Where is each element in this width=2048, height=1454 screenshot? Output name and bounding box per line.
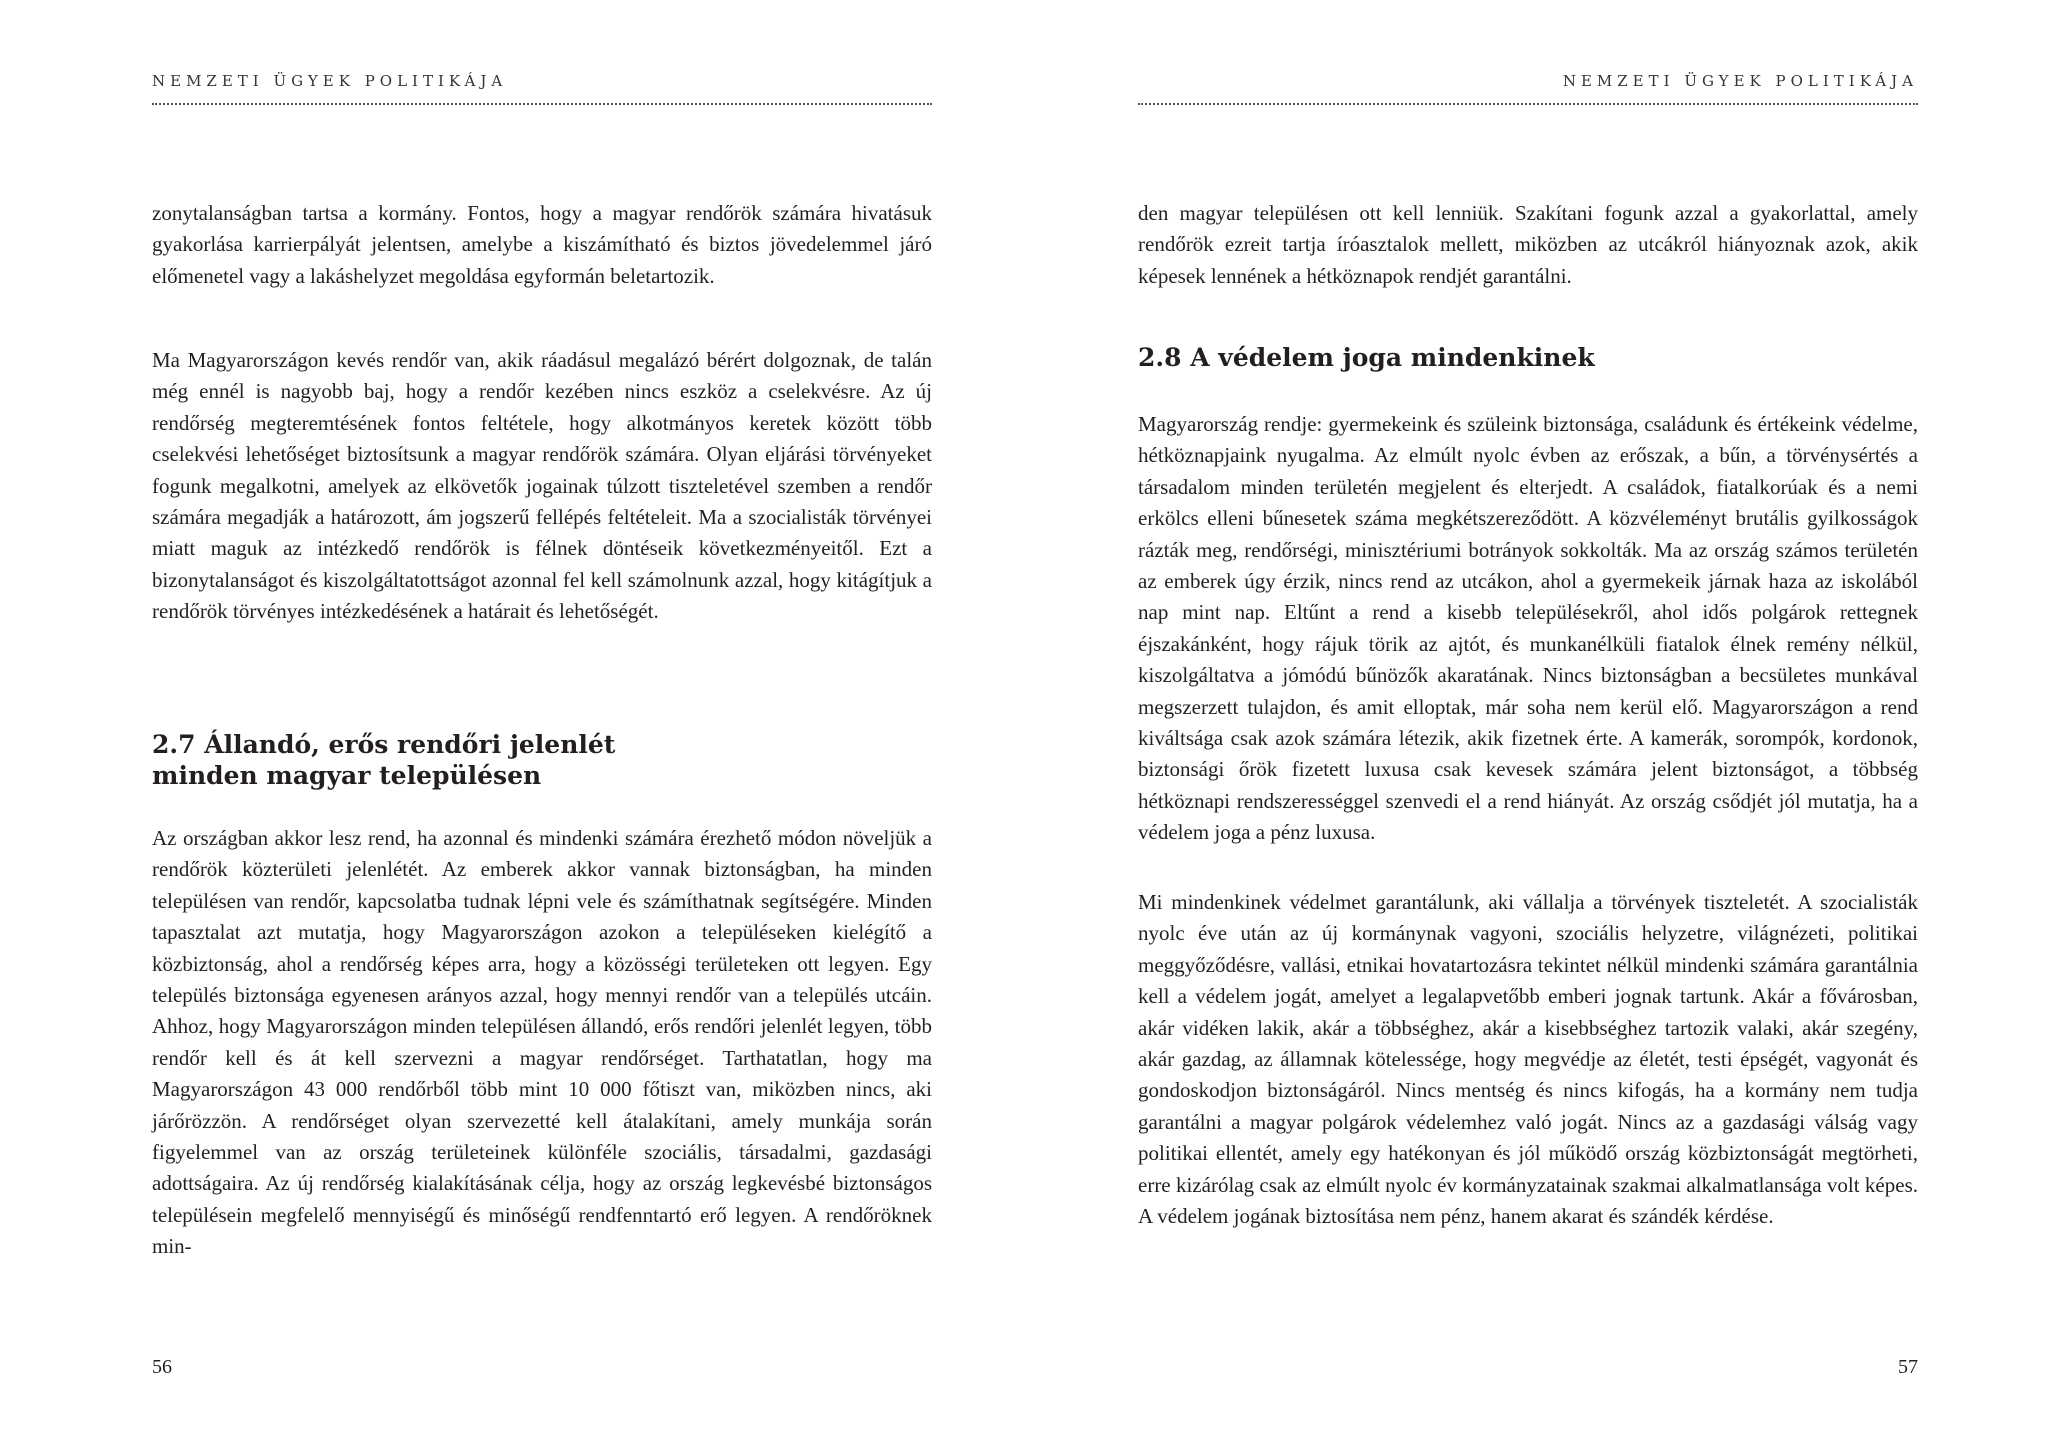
paragraph: [1138, 887, 1918, 1232]
running-head: NEMZETI ÜGYEK POLITIKÁJA: [152, 72, 508, 90]
paragraph: [1138, 198, 1918, 292]
page-number: 57: [1898, 1356, 1918, 1378]
section-heading-2-8: 2.8 A védelem joga mindenkinek: [1138, 343, 1595, 372]
page-number: 56: [152, 1356, 172, 1378]
paragraph-text: Mi mindenkinek védelmet garantálunk, aki vállalja a törvények tiszteletét. A szocialisták nyolc éve után az új kormánynak vagyoni, szociális helyzetre, világnézeti, politikai meggyőződésre, vallási, etnikai hovatartozásra tekintet nélkül mindenki számára garantálnia kell a védelem jogát, amelyet a legalapvetőbb emberi jognak tartunk. Akár a fővárosban, akár vidéken lakik, akár a többséghez, akár a kisebbséghez tartozik valaki, akár szegény, akár gazdag, az államnak kötelessége, hogy megvédje az életét, testi épségét, vagyonát és gondoskodjon biztonságáról. Nincs mentség és nincs kifogás, ha a kormány nem tudja garantálni a magyar polgárok védelemhez való jogát. Nincs az a gazdasági válság vagy politikai ellentét, amely egy hatékonyan és jól működő ország közbiztonságát megtörheti, erre kizárólag csak az elmúlt nyolc év kormányzatainak szakmai alkalmatlansága volt képes. A védelem jogának biztosítása nem pénz, hanem akarat és szándék kérdése.: [1138, 890, 1918, 1229]
paragraph: [152, 345, 932, 628]
heading-line-2: minden magyar településen: [152, 761, 542, 790]
right-page: [1138, 0, 1918, 1454]
paragraph-text: zonytalanságban tartsa a kormány. Fontos, hogy a magyar rendőrök számára hivatásuk gyakorlása karrierpályát jelentsen, amelybe a kiszámítható és biztos jövedelemmel járó előmenetel vagy a lakáshelyzet megoldása egyformán beletartozik.: [152, 201, 932, 288]
heading-line-1: 2.7 Állandó, erős rendőri jelenlét: [152, 730, 616, 759]
dotted-rule: [152, 103, 932, 105]
paragraph-text: den magyar településen ott kell lenniük. Szakítani fogunk azzal a gyakorlattal, amely rendőrök ezreit tartja íróasztalok mellett, miközben az utcákról hiányoznak azok, akik képesek lennének a hétköznapok rendjét garantálni.: [1138, 201, 1918, 288]
paragraph-text: Ma Magyarországon kevés rendőr van, akik ráadásul megalázó bérért dolgoznak, de talán még ennél is nagyobb baj, hogy a rendőr kezében nincs eszköz a cselekvésre. Az új rendőrség megteremtésének fontos feltétele, hogy alkotmányos keretek között több cselekvési lehetőséget biztosítsunk a magyar rendőrök számára. Olyan eljárási törvényeket fogunk megalkotni, amelyek az elkövetők jogainak túlzott tiszteletével szemben a rendőr számára megadják a határozott, ám jogszerű fellépés feltételeit. Ma a szocialisták törvényei miatt maguk az intézkedő rendőrök is félnek döntéseik következményeitől. Ezt a bizonytalanságot és kiszolgáltatottságot azonnal fel kell számolnunk azzal, hogy kitágítjuk a rendőrök törvényes intézkedésének a határait és lehetőségét.: [152, 348, 932, 624]
paragraph-text: Magyarország rendje: gyermekeink és szüleink biztonsága, családunk és értékeink védelme, hétköznapjaink nyugalma. Az elmúlt nyolc évben az erőszak, a bűn, a törvénysértés a társadalom minden területén megjelent és elterjedt. A családok, fiatalkorúak és a nemi erkölcs elleni bűnesetek száma megkétszereződött. A közvéleményt brutális gyilkosságok rázták meg, rendőrségi, minisztériumi botrányok sokkolták. Ma az ország számos területén az emberek úgy érzik, nincs rend az utcákon, ahol a gyermekeik járnak haza az iskolából nap mint nap. Eltűnt a rend a kisebb településekről, ahol idős polgárok rettegnek éjszakánként, hogy rájuk törik az ajtót, és munkanélküli fiatalok élnek remény nélkül, kiszolgáltatva a jómódú bűnözők akaratának. Nincs biztonságban a becsületes munkával megszerzett tulajdon, és amit elloptak, már soha nem kerül elő. Magyarországon a rend kiváltsága csak azok számára létezik, akik fizetnek érte. A kamerák, sorompók, kordonok, biztonsági őrök fizetett luxusa csak kevesek számára jelent biztonságot, a többség hétköznapi rendszerességgel szenvedi el a rend hiányát. Az ország csődjét jól mutatja, ha a védelem joga a pénz luxusa.: [1138, 412, 1918, 845]
section-heading-2-7: [152, 729, 932, 791]
paragraph: [152, 198, 932, 292]
dotted-rule: [1138, 103, 1918, 105]
paragraph-text: Az országban akkor lesz rend, ha azonnal és mindenki számára érezhető módon növeljük a rendőrök közterületi jelenlétét. Az emberek akkor vannak biztonságban, ha minden településen van rendőr, kapcsolatba tudnak lépni vele és számíthatnak segítségére. Minden tapasztalat azt mutatja, hogy Magyarországon azokon a településeken kielégítő a közbiztonság, ahol a rendőrség képes arra, hogy a közösségi területeken ott legyen. Egy település biztonsága egyenesen arányos azzal, hogy mennyi rendőr van a település utcáin. Ahhoz, hogy Magyarországon minden településen állandó, erős rendőri jelenlét legyen, több rendőr kell és át kell szervezni a magyar rendőrséget. Tarthatatlan, hogy ma Magyarországon 43 000 rendőrből több mint 10 000 főtiszt van, miközben nincs, aki járőrözzön. A rendőrséget olyan szervezetté kell átalakítani, amely munkája során figyelemmel van az ország területeinek különféle szociális, társadalmi, gazdasági adottságaira. Az új rendőrség kialakításának célja, hogy az ország legkevésbé biztonságos településein megfelelő mennyiségű és minőségű rendfenntartó erő legyen. A rendőröknek min-: [152, 826, 932, 1259]
paragraph: [1138, 409, 1918, 849]
left-page: [152, 0, 932, 1454]
paragraph: [152, 823, 932, 1263]
running-head: NEMZETI ÜGYEK POLITIKÁJA: [1562, 72, 1918, 90]
